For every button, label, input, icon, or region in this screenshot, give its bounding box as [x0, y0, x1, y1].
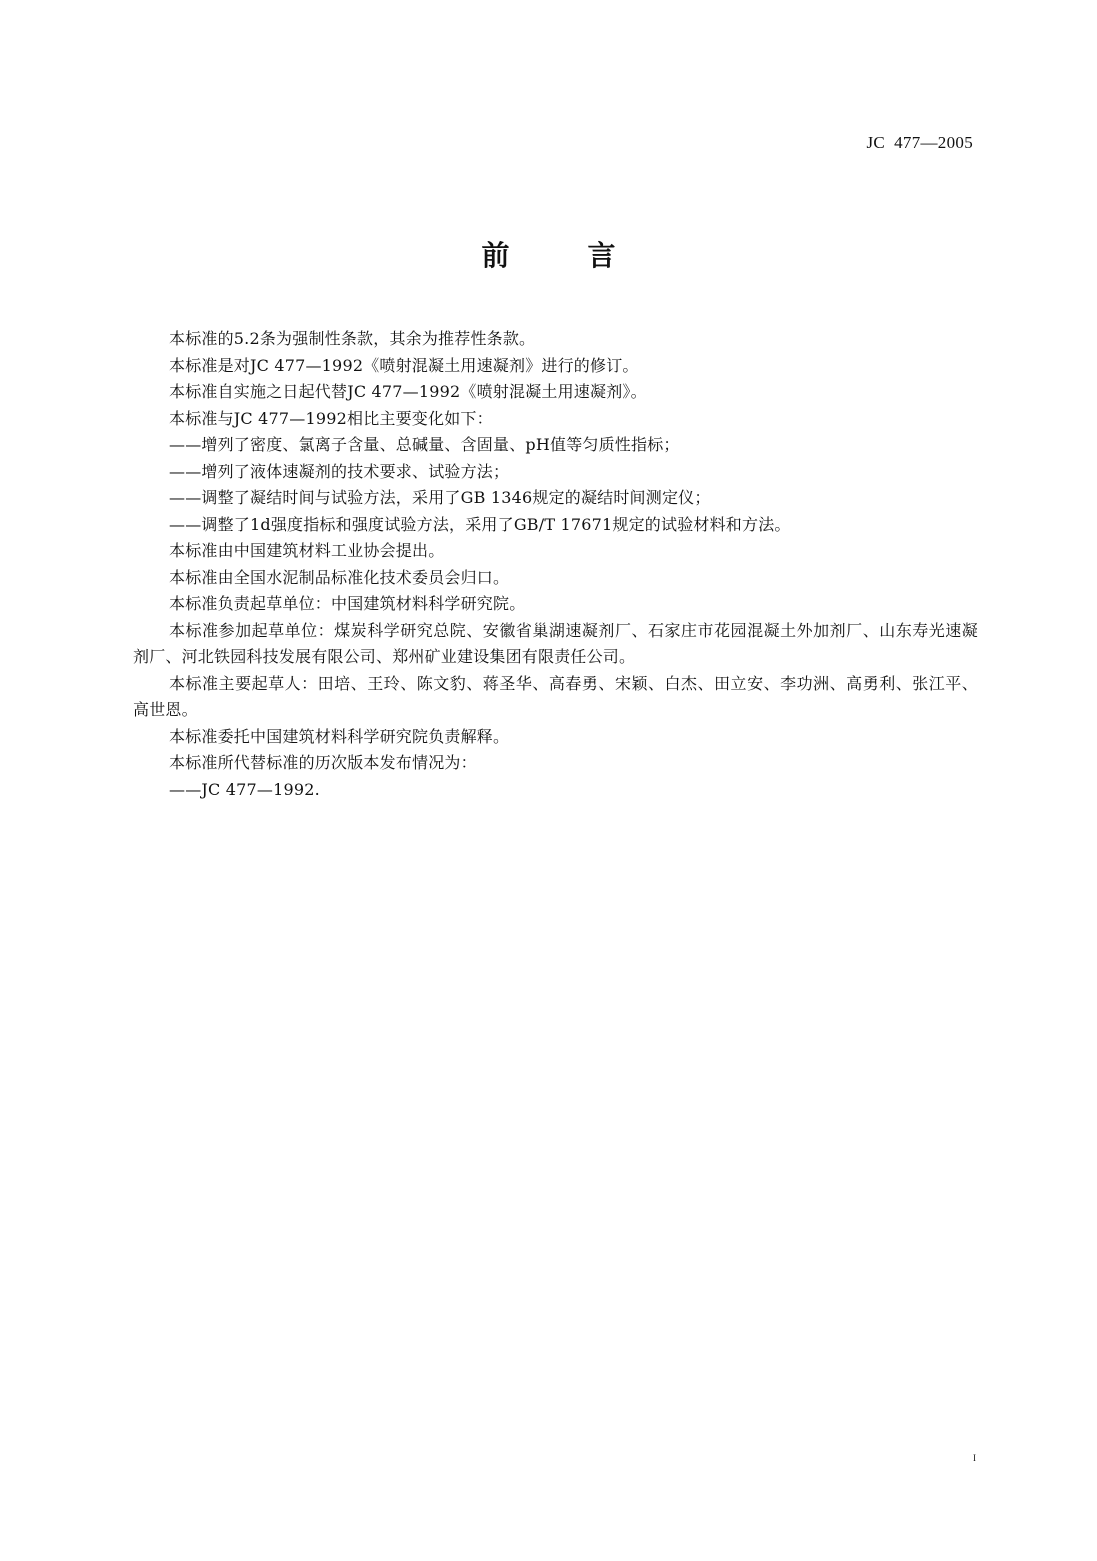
paragraph-drafting-unit: 本标准负责起草单位：中国建筑材料科学研究院。	[169, 594, 526, 613]
page-number: I	[973, 1453, 976, 1463]
paragraph-revision: 本标准是对JC 477—1992《喷射混凝土用速凝剂》进行的修订。	[169, 355, 639, 375]
paragraph-drafters: 本标准主要起草人：田培、王玲、陈文豹、蒋圣华、高春勇、宋颖、白杰、田立安、李功洲、高勇利、张江平、高世恩。	[133, 673, 978, 719]
paragraph-participating-units: 本标准参加起草单位：煤炭科学研究总院、安徽省巢湖速凝剂厂、石家庄市花园混凝土外加剂厂、山东寿光速凝剂厂、河北铁园科技发展有限公司、郑州矿业建设集团有限责任公司。	[133, 620, 978, 666]
body-text	[133, 326, 978, 803]
paragraph-proposed-by: 本标准由中国建筑材料工业协会提出。	[169, 541, 445, 560]
list-item-history: ——JC 477—1992.	[169, 779, 320, 799]
paragraph-interpretation: 本标准委托中国建筑材料科学研究院负责解释。	[169, 726, 510, 746]
paragraph-centralized-by: 本标准由全国水泥制品标准化技术委员会归口。	[169, 567, 510, 587]
paragraph-mandatory-clause: 本标准的5.2条为强制性条款，其余为推荐性条款。	[169, 329, 536, 348]
paragraph-history-intro: 本标准所代替标准的历次版本发布情况为：	[169, 753, 477, 772]
paragraph-changes-intro: 本标准与JC 477—1992相比主要变化如下：	[169, 408, 493, 428]
list-item-change: ——调整了1d强度指标和强度试验方法，采用了GB/T 17671规定的试验材料和方法。	[169, 514, 791, 534]
paragraph-replaces: 本标准自实施之日起代替JC 477—1992《喷射混凝土用速凝剂》。	[169, 382, 647, 401]
list-item-change: ——调整了凝结时间与试验方法，采用了GB 1346规定的凝结时间测定仪；	[169, 488, 711, 507]
list-item-change: ——增列了密度、氯离子含量、总碱量、含固量、pH值等匀质性指标；	[169, 435, 680, 454]
standard-code-header: JC 477—2005	[866, 133, 973, 152]
list-item-change: ——增列了液体速凝剂的技术要求、试验方法；	[169, 461, 510, 481]
page-title: 前 言	[481, 239, 616, 272]
